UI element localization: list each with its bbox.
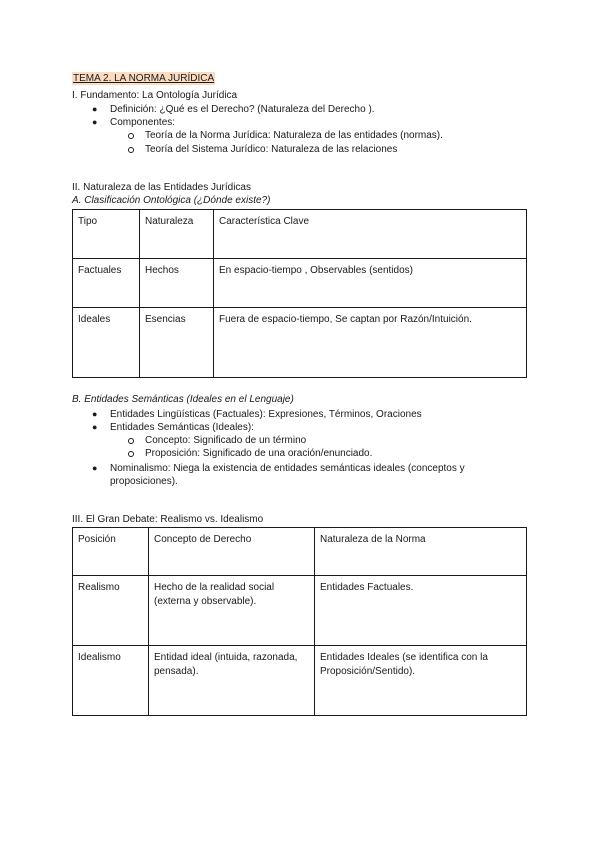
table-cell: Hecho de la realidad social (externa y observable).: [149, 576, 315, 646]
table-cell: Entidades Factuales.: [315, 576, 527, 646]
bullet-dot: ●: [92, 409, 98, 419]
table-row: [73, 576, 527, 646]
bullet-nominalismo-line2: proposiciones).: [110, 476, 178, 487]
section-3-heading: III. El Gran Debate: Realismo vs. Idealismo: [72, 514, 264, 525]
bullet-dot: ●: [92, 117, 98, 127]
bullet-nominalismo-line1: Nominalismo: Niega la existencia de entidades semánticas ideales (conceptos y: [110, 463, 465, 474]
bullet-definicion: Definición: ¿Qué es el Derecho? (Naturaleza del Derecho ).: [110, 104, 375, 115]
sub-bullet-circle: [128, 451, 134, 457]
table-header-cell: Característica Clave: [214, 210, 527, 259]
bullet-entidades-linguisticas: Entidades Lingüísticas (Factuales): Expresiones, Términos, Oraciones: [110, 409, 422, 420]
table-row: [73, 308, 527, 378]
table-header-row: [73, 528, 527, 576]
bullet-dot: ●: [92, 422, 98, 432]
bullet-dot: ●: [92, 104, 98, 114]
section-2-heading: II. Naturaleza de las Entidades Jurídicas: [72, 182, 251, 193]
table-cell: Hechos: [140, 259, 214, 308]
section-2a-subheading: A. Clasificación Ontológica (¿Dónde existe?): [72, 195, 271, 206]
bullet-componentes: Componentes:: [110, 117, 176, 128]
ontological-classification-table: [72, 209, 527, 378]
sub-bullet-concepto: Concepto: Significado de un término: [145, 435, 307, 446]
table-header-cell: Tipo: [73, 210, 140, 259]
table-cell: Entidades Ideales (se identifica con la Proposición/Sentido).: [315, 646, 527, 716]
bullet-entidades-semanticas: Entidades Semánticas (Ideales):: [110, 422, 254, 433]
table-cell: Entidad ideal (intuida, razonada, pensada).: [149, 646, 315, 716]
table-row: [73, 259, 527, 308]
sub-bullet-circle: [128, 133, 134, 139]
table-header-cell: Naturaleza: [140, 210, 214, 259]
table-header-cell: Posición: [73, 528, 149, 576]
table-header-row: [73, 210, 527, 259]
bullet-dot: ●: [92, 463, 98, 473]
table-cell: Ideales: [73, 308, 140, 378]
table-cell: Esencias: [140, 308, 214, 378]
table-cell: Factuales: [73, 259, 140, 308]
realism-idealism-table: [72, 527, 527, 716]
table-header-cell: Naturaleza de la Norma: [315, 528, 527, 576]
table-header-cell: Concepto de Derecho: [149, 528, 315, 576]
sub-bullet-circle: [128, 438, 134, 444]
table-row: [73, 646, 527, 716]
sub-bullet-circle: [128, 147, 134, 153]
section-2b-subheading: B. Entidades Semánticas (Ideales en el Lenguaje): [72, 394, 294, 405]
sub-bullet-proposicion: Proposición: Significado de una oración/enunciado.: [145, 448, 373, 459]
sub-bullet-teoria-sistema: Teoría del Sistema Jurídico: Naturaleza de las relaciones: [145, 144, 398, 155]
sub-bullet-teoria-norma: Teoría de la Norma Jurídica: Naturaleza de las entidades (normas).: [145, 130, 443, 141]
table-cell: Idealismo: [73, 646, 149, 716]
section-1-heading: I. Fundamento: La Ontología Jurídica: [72, 90, 238, 101]
table-cell: Fuera de espacio-tiempo, Se captan por Razón/Intuición.: [214, 308, 527, 378]
table-cell: En espacio-tiempo , Observables (sentidos): [214, 259, 527, 308]
table-cell: Realismo: [73, 576, 149, 646]
document-title: TEMA 2. LA NORMA JURÍDICA: [73, 73, 215, 84]
